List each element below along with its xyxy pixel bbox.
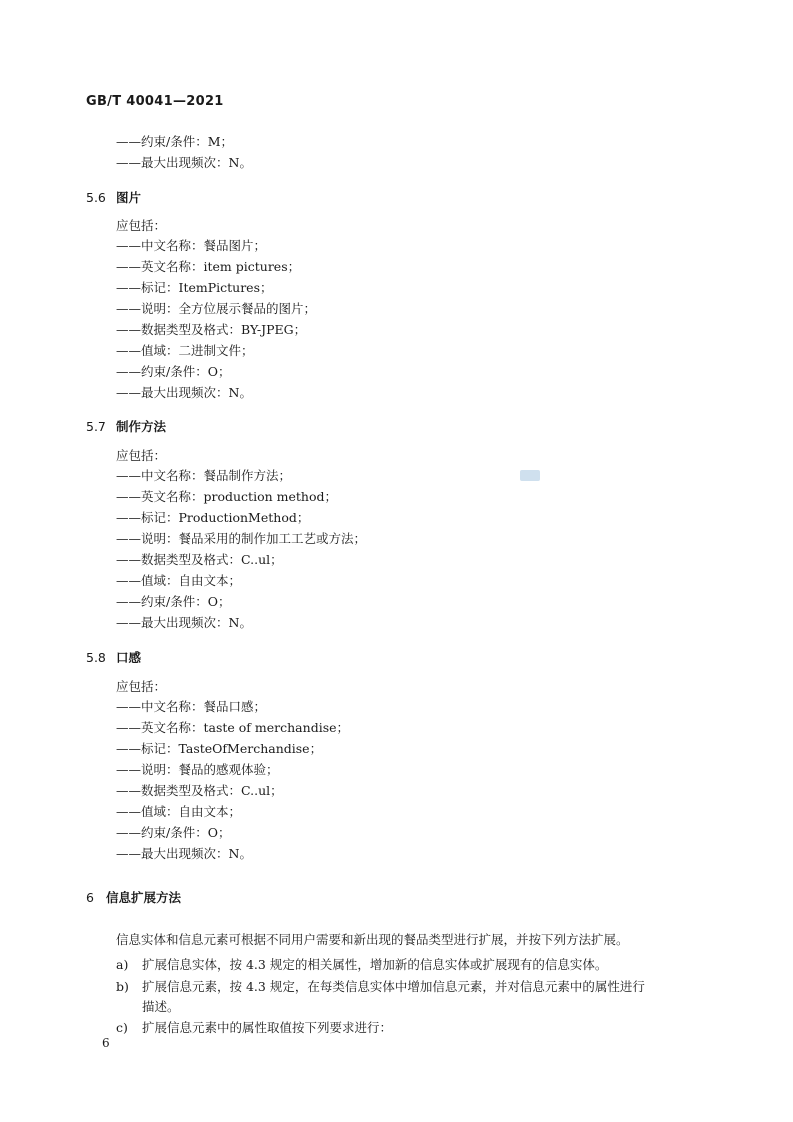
list-item: ——最大出现频次：N。 — [116, 385, 252, 400]
list-item: ——最大出现频次：N。 — [116, 155, 252, 170]
list-item: ——约束/条件：O； — [116, 364, 231, 379]
section-lead: 应包括： — [116, 679, 167, 694]
list-item: ——中文名称：餐品图片； — [116, 238, 267, 253]
list-item: ——说明：餐品的感观体验； — [116, 762, 279, 777]
document-code: GB/T 40041—2021 — [86, 94, 224, 109]
item-label: b) — [116, 979, 129, 994]
section-number: 5.8 — [86, 650, 106, 665]
item-text: 扩展信息元素，按 4.3 规定，在每类信息实体中增加信息元素，并对信息元素中的属性进行 — [142, 979, 645, 994]
item-text: 扩展信息元素中的属性取值按下列要求进行： — [142, 1020, 393, 1035]
list-item: ——值域：自由文本； — [116, 804, 242, 819]
section-title: 图片 — [116, 190, 142, 205]
section-title: 制作方法 — [116, 419, 167, 434]
list-item: ——数据类型及格式：C..ul； — [116, 552, 283, 567]
list-item — [116, 1018, 392, 1036]
list-item: ——说明：餐品采用的制作加工工艺或方法； — [116, 531, 367, 546]
list-item — [116, 955, 607, 973]
list-item: ——英文名称：taste of merchandise； — [116, 720, 350, 735]
item-label: c) — [116, 1020, 128, 1035]
section-heading-5-6 — [86, 188, 141, 206]
list-item: ——英文名称：item pictures； — [116, 259, 301, 274]
section-paragraph: 信息实体和信息元素可根据不同用户需要和新出现的餐品类型进行扩展，并按下列方法扩展。 — [116, 932, 629, 947]
list-item — [116, 977, 645, 995]
list-item: ——说明：全方位展示餐品的图片； — [116, 301, 317, 316]
item-label: a) — [116, 957, 129, 972]
section-title: 信息扩展方法 — [106, 890, 182, 905]
list-item: ——英文名称：production method； — [116, 489, 337, 504]
section-lead: 应包括： — [116, 448, 167, 463]
section-heading-5-8 — [86, 648, 141, 666]
section-number: 6 — [86, 890, 94, 905]
list-item: ——值域：二进制文件； — [116, 343, 254, 358]
watermark-stamp — [520, 470, 540, 481]
list-item: ——标记：TasteOfMerchandise； — [116, 741, 323, 756]
section-heading-6 — [86, 888, 181, 906]
list-item: ——中文名称：餐品制作方法； — [116, 468, 292, 483]
section-number: 5.7 — [86, 419, 106, 434]
list-item: ——标记：ItemPictures； — [116, 280, 273, 295]
list-item: ——中文名称：餐品口感； — [116, 699, 267, 714]
list-item: ——数据类型及格式：C..ul； — [116, 783, 283, 798]
item-text: 扩展信息实体，按 4.3 规定的相关属性，增加新的信息实体或扩展现有的信息实体。 — [142, 957, 608, 972]
list-item: ——约束/条件：O； — [116, 594, 231, 609]
list-item: ——最大出现频次：N。 — [116, 615, 252, 630]
page-number: 6 — [102, 1036, 110, 1050]
section-number: 5.6 — [86, 190, 106, 205]
list-item: ——约束/条件：M； — [116, 134, 234, 149]
item-text-continuation: 描述。 — [142, 999, 180, 1014]
list-item: ——值域：自由文本； — [116, 573, 242, 588]
section-lead: 应包括： — [116, 218, 167, 233]
list-item: ——最大出现频次：N。 — [116, 846, 252, 861]
list-item: ——约束/条件：O； — [116, 825, 231, 840]
section-title: 口感 — [116, 650, 142, 665]
section-heading-5-7 — [86, 417, 166, 435]
list-item: ——标记：ProductionMethod； — [116, 510, 310, 525]
list-item: ——数据类型及格式：BY-JPEG； — [116, 322, 307, 337]
